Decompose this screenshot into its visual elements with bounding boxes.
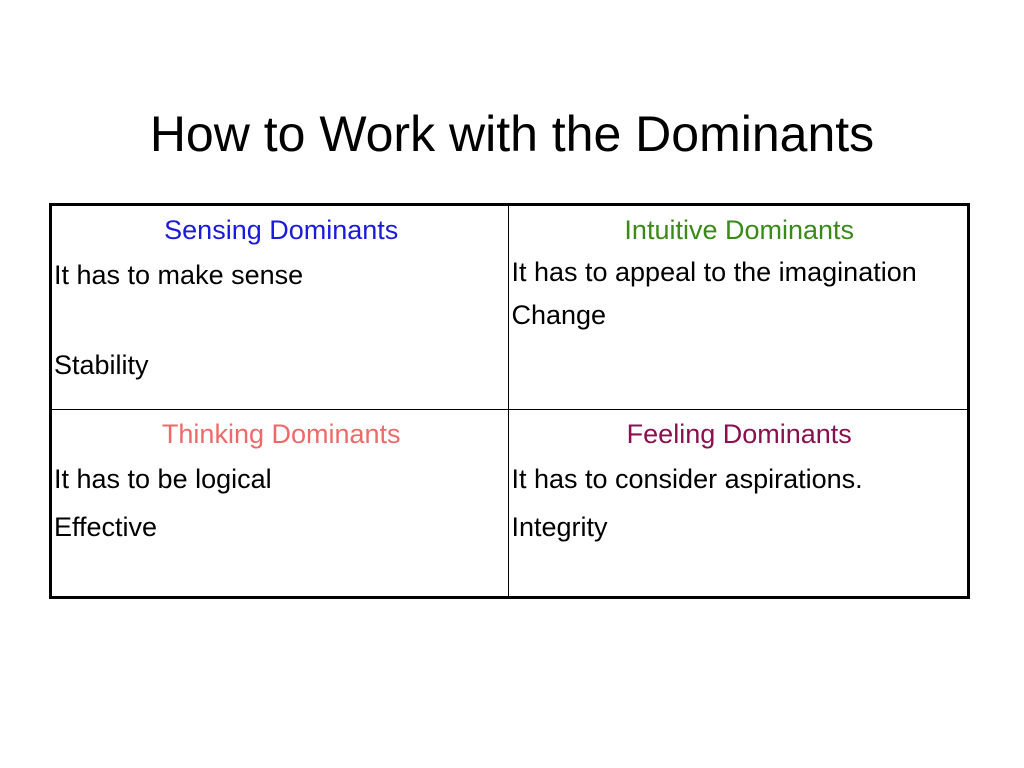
table-row [51, 205, 969, 410]
intuitive-line-2: Change [511, 300, 607, 330]
feeling-line-1: It has to consider aspirations. [511, 464, 863, 494]
sensing-heading: Sensing Dominants [164, 215, 399, 245]
thinking-line-1: It has to be logical [54, 464, 272, 494]
table-row [51, 410, 969, 598]
intuitive-line-1: It has to appeal to the imagination [511, 257, 917, 287]
thinking-cell [51, 410, 509, 598]
feeling-heading: Feeling Dominants [626, 419, 852, 449]
feeling-line-2: Integrity [511, 512, 608, 542]
thinking-line-2: Effective [54, 512, 158, 542]
sensing-line-2: Stability [54, 350, 149, 380]
feeling-cell [509, 410, 969, 598]
intuitive-cell [509, 205, 969, 410]
sensing-cell [51, 205, 509, 410]
sensing-line-1: It has to make sense [54, 260, 304, 290]
slide-title: How to Work with the Dominants [149, 106, 875, 162]
intuitive-heading: Intuitive Dominants [624, 215, 855, 245]
dominants-table [49, 203, 970, 599]
thinking-heading: Thinking Dominants [161, 419, 401, 449]
